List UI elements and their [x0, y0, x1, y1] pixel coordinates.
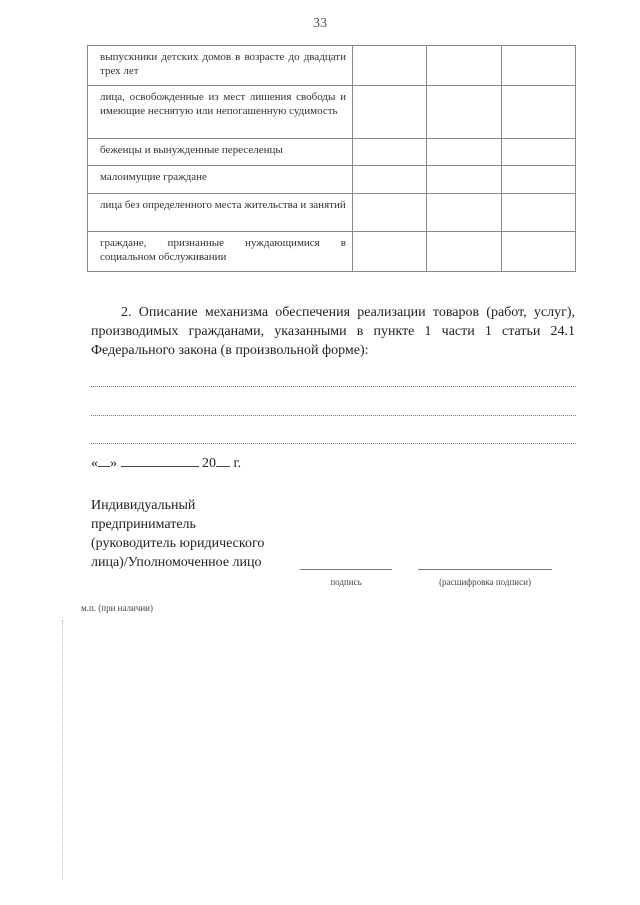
year-blank[interactable]: [216, 452, 230, 467]
answer-line[interactable]: [91, 386, 576, 387]
table-row: [88, 86, 576, 139]
signer-line: Индивидуальный: [91, 498, 196, 513]
empty-cell[interactable]: [501, 166, 575, 194]
date-open-quote: «: [91, 456, 98, 471]
signer-line: предприниматель: [91, 517, 196, 532]
signature-line[interactable]: [300, 569, 392, 570]
empty-cell[interactable]: [501, 86, 575, 139]
day-blank[interactable]: [98, 452, 110, 467]
category-cell: граждане, признанные нуждающимися в социальном обслуживании: [88, 232, 353, 272]
date-field: [91, 452, 241, 472]
empty-cell[interactable]: [427, 194, 501, 232]
empty-cell[interactable]: [353, 46, 427, 86]
margin-scan-mark: [62, 620, 63, 880]
empty-cell[interactable]: [501, 194, 575, 232]
signature-decode-label: (расшифровка подписи): [439, 577, 531, 587]
year-prefix: 20: [202, 456, 216, 471]
month-blank[interactable]: [121, 452, 199, 467]
signer-block: [91, 496, 264, 572]
empty-cell[interactable]: [501, 139, 575, 166]
table-row: [88, 139, 576, 166]
table-row: [88, 232, 576, 272]
section-2-text: 2. Описание механизма обеспечения реализации товаров (работ, услуг), производимых гражданами, указанными в пункте 1 части 1 статьи 24.1 Федерального закона (в произвольной форме):: [91, 305, 575, 358]
answer-line[interactable]: [91, 415, 576, 416]
signer-line: лица)/Уполномоченное лицо: [91, 555, 262, 570]
category-cell: выпускники детских домов в возрасте до двадцати трех лет: [88, 46, 353, 86]
signer-line: (руководитель юридического: [91, 536, 265, 551]
category-cell: малоимущие граждане: [88, 166, 353, 194]
answer-line[interactable]: [91, 443, 576, 444]
category-cell: лица, освобожденные из мест лишения свободы и имеющие неснятую или непогашенную судимость: [88, 86, 353, 139]
stamp-note: м.п. (при наличии): [81, 603, 153, 613]
signature-decode-line[interactable]: [418, 569, 552, 570]
empty-cell[interactable]: [501, 46, 575, 86]
table-row: [88, 194, 576, 232]
empty-cell[interactable]: [427, 232, 501, 272]
empty-cell[interactable]: [427, 46, 501, 86]
category-cell: беженцы и вынужденные переселенцы: [88, 139, 353, 166]
empty-cell[interactable]: [353, 194, 427, 232]
empty-cell[interactable]: [501, 232, 575, 272]
page-number: 33: [313, 16, 327, 31]
empty-cell[interactable]: [353, 232, 427, 272]
category-cell: лица без определенного места жительства и занятий: [88, 194, 353, 232]
date-close-quote: »: [110, 456, 117, 471]
empty-cell[interactable]: [427, 139, 501, 166]
section-2-paragraph: [91, 303, 575, 360]
table-row: [88, 46, 576, 86]
year-suffix: г.: [233, 456, 242, 471]
signature-label: подпись: [330, 577, 362, 587]
table-row: [88, 166, 576, 194]
empty-cell[interactable]: [353, 139, 427, 166]
empty-cell[interactable]: [427, 166, 501, 194]
empty-cell[interactable]: [353, 86, 427, 139]
empty-cell[interactable]: [427, 86, 501, 139]
categories-table: [87, 45, 576, 272]
empty-cell[interactable]: [353, 166, 427, 194]
